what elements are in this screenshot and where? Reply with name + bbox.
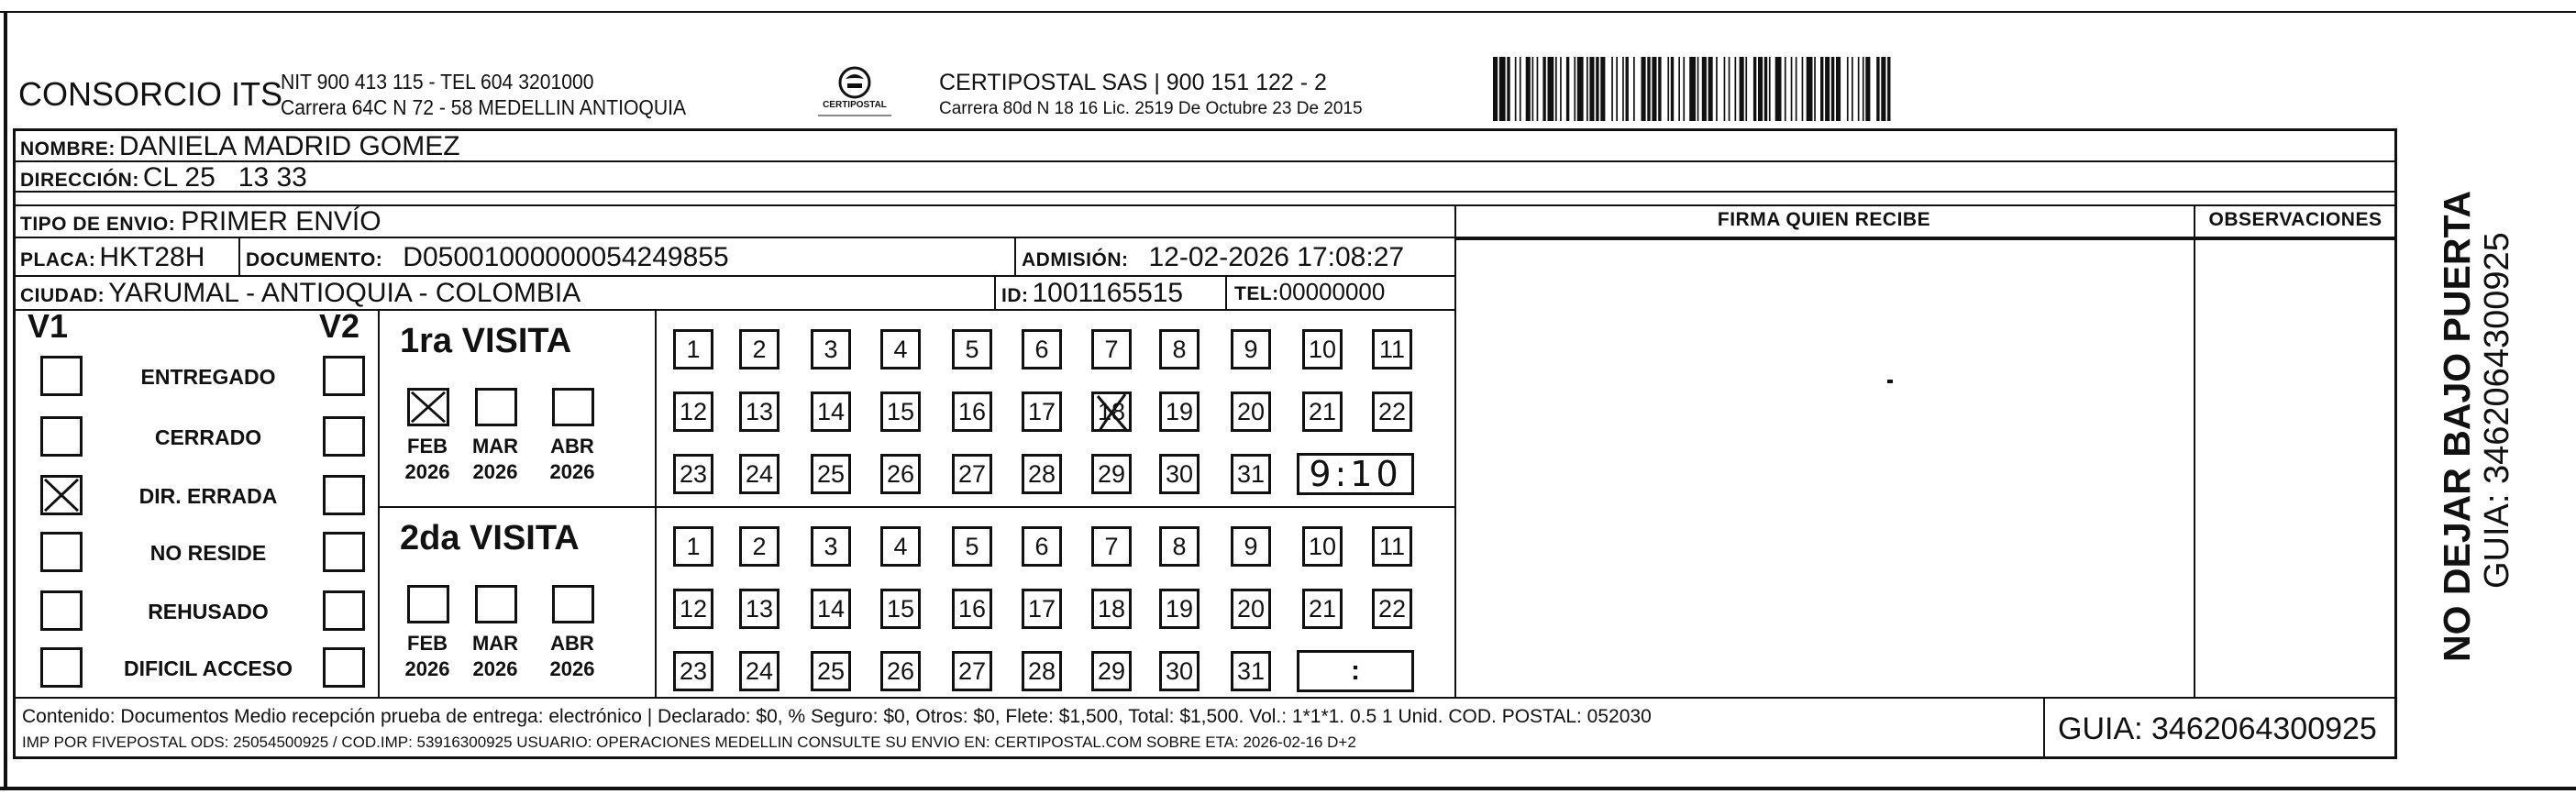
- barcode-bar: [1689, 57, 1696, 121]
- day-box[interactable]: 17: [1022, 589, 1062, 629]
- day-box[interactable]: 8: [1159, 329, 1200, 369]
- x-mark-icon: [410, 391, 447, 424]
- barcode-bar: [1532, 57, 1534, 121]
- barcode-bar: [1542, 57, 1545, 121]
- admission-value: 12-02-2026 17:08:27: [1148, 242, 1405, 272]
- day-box[interactable]: 4: [880, 329, 921, 369]
- shipping-type: PRIMER ENVÍO: [181, 206, 381, 237]
- day-box[interactable]: 10: [1302, 329, 1343, 369]
- day-box[interactable]: 14: [811, 589, 851, 629]
- day-box[interactable]: 18: [1091, 391, 1132, 432]
- barcode-bar: [1589, 57, 1594, 121]
- side-warning: NO DEJAR BAJO PUERTA: [2436, 190, 2478, 662]
- barcode-bar: [1865, 57, 1870, 121]
- barcode-bar: [1881, 57, 1885, 121]
- recipient-name: DANIELA MADRID GOMEZ: [118, 131, 460, 161]
- status-label: NO RESIDE: [149, 541, 267, 565]
- barcode-bar: [1616, 57, 1618, 121]
- barcode-bar: [1802, 57, 1804, 121]
- barcode-bar: [1847, 57, 1849, 121]
- month-year: 2026: [472, 657, 518, 680]
- v2-checkbox[interactable]: [323, 590, 365, 631]
- recipient-address: CL 25 13 33: [142, 162, 307, 193]
- plate-value: HKT28H: [99, 242, 205, 272]
- day-box[interactable]: 6: [1022, 329, 1062, 369]
- month-label: [462, 434, 528, 485]
- document-value: D05001000000054249855: [403, 242, 729, 272]
- row-line-7: [13, 697, 2397, 699]
- barcode-bar: [1507, 57, 1509, 121]
- day-box[interactable]: 1: [673, 329, 713, 369]
- shipping-type-label: TIPO DE ENVIO:: [20, 214, 176, 235]
- day-box[interactable]: 10: [1302, 526, 1343, 567]
- barcode-bar: [1825, 57, 1830, 121]
- footer-contents: Contenido: Documentos Medio recepción prueba de entrega: electrónico | Declarado: $0, % Seguro: $0, Otros: $0, Flete: $1,500, Total: $1,500. Vol.: 1*1*1. 0.5 1 Unid. COD. POSTAL: 052030: [22, 706, 1652, 727]
- courier-address-line: Carrera 80d N 18 16 Lic. 2519 De Octubre 23 De 2015: [939, 99, 1363, 118]
- barcode-bar: [1548, 57, 1554, 121]
- day-box[interactable]: 12: [673, 391, 713, 432]
- month-label: [462, 631, 528, 682]
- barcode-bar: [1667, 57, 1669, 121]
- status-label: REHUSADO: [148, 600, 269, 623]
- day-box[interactable]: 5: [952, 329, 992, 369]
- signature-left-border: [1454, 204, 1456, 697]
- v1-checkbox[interactable]: [40, 647, 83, 688]
- barcode-bar: [1683, 57, 1685, 121]
- day-box[interactable]: 1: [673, 526, 713, 567]
- name-label: NOMBRE:: [20, 138, 116, 160]
- barcode: [1491, 57, 2419, 121]
- barcode-bar: [1697, 57, 1699, 121]
- address-label: DIRECCIÓN:: [20, 170, 139, 191]
- certipostal-logo-text: CERTIPOSTAL: [823, 100, 887, 110]
- day-box[interactable]: 2: [739, 526, 779, 567]
- barcode-bar: [1852, 57, 1853, 121]
- day-box[interactable]: 27: [952, 651, 992, 691]
- barcode-bar: [1836, 57, 1841, 121]
- day-box[interactable]: 9: [1231, 526, 1271, 567]
- day-box[interactable]: 13: [739, 391, 779, 432]
- left-crop-line: [4, 11, 7, 790]
- visit-time-box[interactable]: 9:10: [1297, 453, 1414, 495]
- barcode-bar: [1807, 57, 1813, 121]
- v2-checkbox[interactable]: [323, 475, 365, 515]
- v2-checkbox[interactable]: [323, 356, 365, 396]
- month-checkbox[interactable]: [552, 585, 594, 623]
- day-box[interactable]: 30: [1159, 454, 1200, 494]
- courier-nit-line: CERTIPOSTAL SAS | 900 151 122 - 2: [939, 70, 1327, 95]
- id-label: ID:: [1001, 285, 1029, 306]
- barcode-bar: [1876, 57, 1879, 121]
- plate-row: [20, 242, 205, 273]
- sender-nit-line: NIT 900 413 115 - TEL 604 3201000: [281, 70, 594, 94]
- day-box[interactable]: 24: [739, 454, 779, 494]
- barcode-bar: [1642, 57, 1646, 121]
- barcode-bar: [1671, 57, 1674, 121]
- day-box[interactable]: 26: [880, 651, 921, 691]
- v1-checkbox[interactable]: [40, 590, 83, 631]
- day-box[interactable]: 7: [1091, 526, 1132, 567]
- status-label: DIFICIL ACCESO: [123, 656, 293, 680]
- day-box[interactable]: 11: [1372, 526, 1412, 567]
- month-name: ABR: [550, 632, 594, 655]
- day-box[interactable]: 20: [1231, 391, 1271, 432]
- barcode-bar: [1658, 57, 1661, 121]
- day-box[interactable]: 13: [739, 589, 779, 629]
- barcode-bar: [1820, 57, 1823, 121]
- v2-checkbox[interactable]: [323, 532, 365, 572]
- visits-split-line: [378, 506, 1454, 508]
- day-box[interactable]: 11: [1372, 329, 1412, 369]
- status-label: ENTREGADO: [140, 365, 276, 389]
- month-checkbox[interactable]: [475, 388, 517, 426]
- tel-row: [1234, 278, 1385, 306]
- month-checkbox[interactable]: [407, 388, 449, 426]
- barcode-bar: [1647, 57, 1650, 121]
- day-box[interactable]: 31: [1231, 651, 1271, 691]
- row-line-2: [13, 191, 2397, 193]
- day-box[interactable]: 29: [1091, 454, 1132, 494]
- day-box[interactable]: 25: [811, 454, 851, 494]
- visit-time-box[interactable]: :: [1297, 650, 1414, 692]
- barcode-bar: [1622, 57, 1624, 121]
- status-section-divider: [378, 309, 380, 697]
- row-line-6: [13, 309, 1454, 311]
- month-name: MAR: [471, 435, 519, 458]
- month-name: FEB: [407, 435, 448, 458]
- v2-checkbox[interactable]: [323, 647, 365, 688]
- v1-checkbox[interactable]: [40, 416, 83, 457]
- barcode-bar: [1633, 57, 1635, 121]
- observaciones-label: OBSERVACIONES: [2208, 209, 2383, 230]
- day-box[interactable]: 26: [880, 454, 921, 494]
- barcode-bar: [1887, 57, 1890, 121]
- day-box[interactable]: 23: [673, 651, 713, 691]
- month-label: [539, 631, 605, 682]
- day-box[interactable]: 31: [1231, 454, 1271, 494]
- day-box[interactable]: 3: [811, 526, 851, 567]
- barcode-bar: [1863, 57, 1864, 121]
- barcode-image: [1491, 57, 2419, 121]
- barcode-bar: [1515, 57, 1517, 121]
- tel-value: 00000000: [1278, 278, 1386, 305]
- plate-divider: [238, 237, 240, 275]
- day-box[interactable]: 19: [1159, 589, 1200, 629]
- barcode-bar: [1858, 57, 1860, 121]
- admission-label: ADMISIÓN:: [1022, 249, 1129, 270]
- barcode-bar: [1724, 57, 1726, 121]
- barcode-bar: [1785, 57, 1786, 121]
- day-box[interactable]: 12: [673, 589, 713, 629]
- day-box[interactable]: 14: [811, 391, 851, 432]
- observaciones-left-border: [2194, 204, 2195, 697]
- barcode-bar: [1740, 57, 1744, 121]
- day-box[interactable]: 16: [952, 589, 992, 629]
- id-row: [1001, 278, 1183, 309]
- name-row: [20, 131, 460, 162]
- barcode-bar: [1708, 57, 1713, 121]
- v2-label: V2: [319, 307, 360, 345]
- day-box[interactable]: 8: [1159, 526, 1200, 567]
- signature-header-underline: [1454, 238, 2397, 240]
- admission-row: [1022, 242, 1404, 273]
- barcode-bar: [1626, 57, 1629, 121]
- day-box[interactable]: 3: [811, 329, 851, 369]
- barcode-bar: [1729, 57, 1730, 121]
- footer-guia-divider: [2043, 697, 2045, 759]
- top-crop-line: [0, 11, 2576, 13]
- day-box[interactable]: 15: [880, 589, 921, 629]
- shipping-type-row: [20, 206, 381, 237]
- barcode-bar: [1814, 57, 1816, 121]
- day-box[interactable]: 4: [880, 526, 921, 567]
- barcode-bar: [1702, 57, 1707, 121]
- barcode-bar: [1526, 57, 1531, 121]
- day-box[interactable]: 20: [1231, 589, 1271, 629]
- day-box[interactable]: 22: [1372, 391, 1412, 432]
- barcode-bar: [1745, 57, 1747, 121]
- day-box[interactable]: 18: [1091, 589, 1132, 629]
- visit-months-divider: [655, 309, 657, 697]
- visit-title: 2da VISITA: [400, 519, 580, 557]
- day-box[interactable]: 23: [673, 454, 713, 494]
- bottom-crop-line: [0, 787, 2576, 790]
- barcode-bar: [1566, 57, 1569, 121]
- handwritten-x-icon: [1092, 391, 1133, 435]
- side-guia: GUIA: 3462064300925: [2478, 232, 2516, 589]
- barcode-bar: [1791, 57, 1793, 121]
- day-box[interactable]: 24: [739, 651, 779, 691]
- barcode-bar: [1758, 57, 1763, 121]
- barcode-bar: [1735, 57, 1737, 121]
- status-label: DIR. ERRADA: [138, 484, 278, 508]
- month-label: [394, 434, 460, 485]
- barcode-bar: [1560, 57, 1562, 121]
- day-box[interactable]: 25: [811, 651, 851, 691]
- month-name: MAR: [471, 632, 519, 655]
- city-value: YARUMAL - ANTIOQUIA - COLOMBIA: [108, 278, 581, 308]
- month-checkbox[interactable]: [552, 388, 594, 426]
- document-label: DOCUMENTO:: [246, 249, 383, 270]
- row-line-5: [13, 275, 1454, 277]
- tel-label: TEL:: [1234, 283, 1279, 304]
- certipostal-logo-icon: [811, 64, 899, 119]
- document-row: [246, 242, 729, 273]
- month-year: 2026: [472, 460, 518, 483]
- id-value: 1001165515: [1032, 278, 1184, 308]
- barcode-bar: [1555, 57, 1557, 121]
- month-checkbox[interactable]: [475, 585, 517, 623]
- city-row: [20, 278, 580, 309]
- tel-divider: [1225, 275, 1227, 309]
- day-box[interactable]: 19: [1159, 391, 1200, 432]
- barcode-bar: [1716, 57, 1718, 121]
- certipostal-logo: [811, 64, 899, 119]
- day-box[interactable]: 7: [1091, 329, 1132, 369]
- barcode-bar: [1764, 57, 1767, 121]
- barcode-bar: [1574, 57, 1575, 121]
- day-box[interactable]: 9: [1231, 329, 1271, 369]
- footer-imp: IMP POR FIVEPOSTAL ODS: 25054500925 / COD.IMP: 53916300925 USUARIO: OPERACIONES MEDELLIN CONSULTE SU ENVIO EN: CERTIPOSTAL.COM SOBRE ETA: 2026-02-16 D+2: [22, 733, 1356, 751]
- barcode-bar: [1596, 57, 1598, 121]
- month-label: [394, 631, 460, 682]
- day-box[interactable]: 28: [1022, 651, 1062, 691]
- v1-checkbox[interactable]: [40, 475, 83, 515]
- barcode-bar: [1587, 57, 1588, 121]
- barcode-bar: [1577, 57, 1584, 121]
- v1-label: V1: [28, 307, 69, 345]
- v1-checkbox[interactable]: [40, 356, 83, 396]
- month-year: 2026: [549, 460, 595, 483]
- barcode-bar: [1678, 57, 1680, 121]
- v2-checkbox[interactable]: [323, 416, 365, 457]
- plate-label: PLACA:: [20, 249, 96, 270]
- barcode-bar: [1493, 57, 1498, 121]
- barcode-bar: [1769, 57, 1771, 121]
- footer-guia: GUIA: 3462064300925: [2058, 711, 2377, 746]
- firma-label: FIRMA QUIEN RECIBE: [1717, 209, 1931, 230]
- barcode-bar: [1753, 57, 1756, 121]
- signature-mark: [1887, 380, 1893, 383]
- barcode-bar: [1796, 57, 1797, 121]
- month-year: 2026: [404, 657, 450, 680]
- barcode-bar: [1652, 57, 1656, 121]
- month-year: 2026: [549, 657, 595, 680]
- day-box[interactable]: 2: [739, 329, 779, 369]
- day-box[interactable]: 21: [1302, 391, 1343, 432]
- day-box[interactable]: 15: [880, 391, 921, 432]
- month-year: 2026: [404, 460, 450, 483]
- day-box[interactable]: 17: [1022, 391, 1062, 432]
- status-label: CERRADO: [154, 425, 262, 449]
- day-box[interactable]: 28: [1022, 454, 1062, 494]
- barcode-bar: [1611, 57, 1613, 121]
- day-box[interactable]: 30: [1159, 651, 1200, 691]
- day-box[interactable]: 21: [1302, 589, 1343, 629]
- day-box[interactable]: 6: [1022, 526, 1062, 567]
- sender-company: CONSORCIO ITS: [18, 75, 283, 113]
- barcode-bar: [1831, 57, 1834, 121]
- v1-checkbox[interactable]: [40, 532, 83, 572]
- x-mark-icon: [43, 478, 80, 513]
- barcode-bar: [1520, 57, 1521, 121]
- barcode-bar: [1537, 57, 1539, 121]
- signature-area[interactable]: [1458, 242, 2192, 695]
- month-name: ABR: [550, 435, 594, 458]
- month-label: [539, 434, 605, 485]
- month-checkbox[interactable]: [407, 585, 449, 623]
- day-box[interactable]: 27: [952, 454, 992, 494]
- barcode-bar: [1600, 57, 1605, 121]
- month-name: FEB: [407, 632, 448, 655]
- admission-divider: [1014, 237, 1016, 275]
- id-divider: [994, 275, 996, 309]
- day-box[interactable]: 29: [1091, 651, 1132, 691]
- barcode-bar: [1499, 57, 1506, 121]
- city-label: CIUDAD:: [20, 285, 105, 306]
- day-box[interactable]: 5: [952, 526, 992, 567]
- day-box[interactable]: 22: [1372, 589, 1412, 629]
- day-box[interactable]: 16: [952, 391, 992, 432]
- address-row: [20, 162, 307, 193]
- visit-title: 1ra VISITA: [400, 322, 572, 360]
- barcode-bar: [1775, 57, 1782, 121]
- sender-address-line: Carrera 64C N 72 - 58 MEDELLIN ANTIOQUIA: [281, 95, 687, 119]
- observaciones-area[interactable]: [2197, 242, 2395, 695]
